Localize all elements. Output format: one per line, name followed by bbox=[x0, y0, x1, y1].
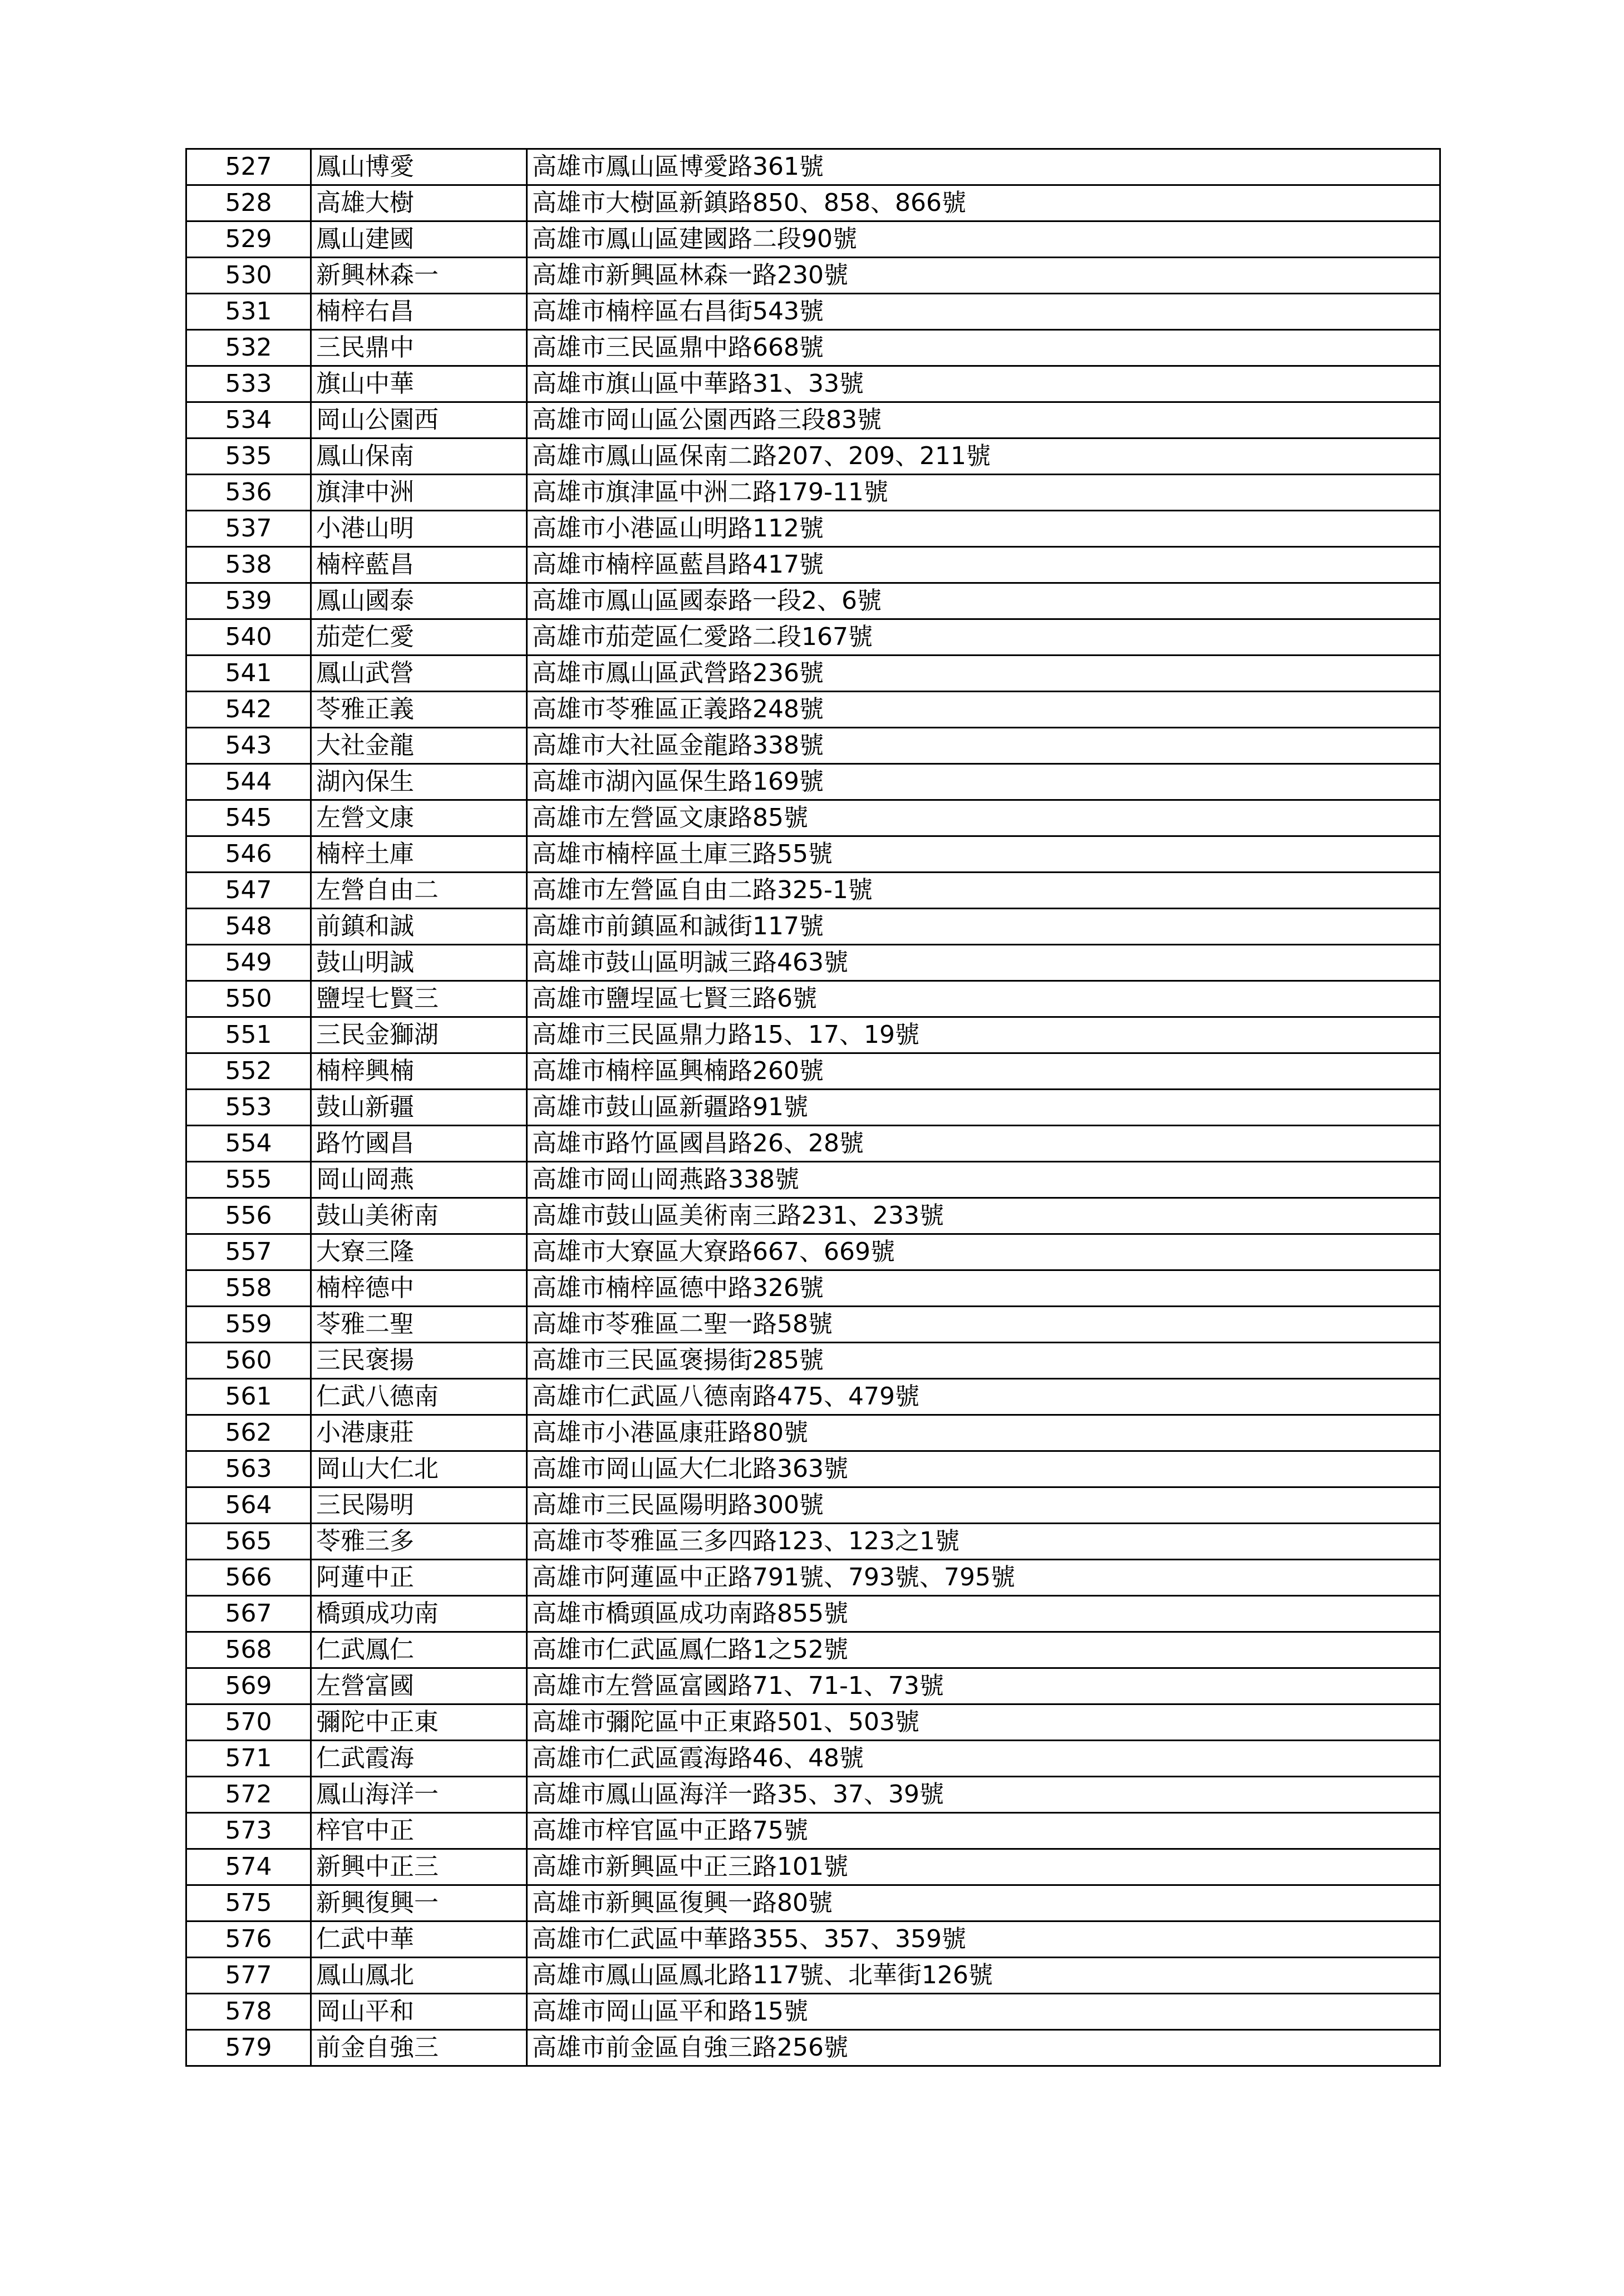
row-number-cell: 530 bbox=[186, 258, 311, 294]
row-number-cell: 533 bbox=[186, 366, 311, 402]
store-address-cell: 高雄市鼓山區新疆路91號 bbox=[527, 1090, 1440, 1126]
row-number-cell: 543 bbox=[186, 728, 311, 764]
store-name-cell: 楠梓興楠 bbox=[311, 1053, 527, 1090]
row-number-cell: 556 bbox=[186, 1198, 311, 1234]
table-row bbox=[186, 728, 1440, 764]
row-number-cell: 554 bbox=[186, 1126, 311, 1162]
row-number-cell: 549 bbox=[186, 945, 311, 981]
store-address-cell: 高雄市阿蓮區中正路791號、793號、795號 bbox=[527, 1560, 1440, 1596]
store-name-cell: 楠梓土庫 bbox=[311, 836, 527, 873]
store-address-cell: 高雄市左營區自由二路325-1號 bbox=[527, 873, 1440, 909]
table-row bbox=[186, 2030, 1440, 2066]
row-number-cell: 559 bbox=[186, 1307, 311, 1343]
table-row bbox=[186, 475, 1440, 511]
store-address-cell: 高雄市楠梓區藍昌路417號 bbox=[527, 547, 1440, 583]
table-row bbox=[186, 764, 1440, 800]
store-name-cell: 苓雅二聖 bbox=[311, 1307, 527, 1343]
store-name-cell: 路竹國昌 bbox=[311, 1126, 527, 1162]
store-address-cell: 高雄市仁武區鳳仁路1之52號 bbox=[527, 1632, 1440, 1668]
store-address-cell: 高雄市旗津區中洲二路179-11號 bbox=[527, 475, 1440, 511]
store-address-cell: 高雄市仁武區中華路355、357、359號 bbox=[527, 1921, 1440, 1958]
store-name-cell: 鳳山海洋一 bbox=[311, 1777, 527, 1813]
row-number-cell: 570 bbox=[186, 1704, 311, 1741]
store-name-cell: 阿蓮中正 bbox=[311, 1560, 527, 1596]
row-number-cell: 575 bbox=[186, 1885, 311, 1921]
row-number-cell: 573 bbox=[186, 1813, 311, 1849]
table-row bbox=[186, 511, 1440, 547]
row-number-cell: 579 bbox=[186, 2030, 311, 2066]
store-name-cell: 湖內保生 bbox=[311, 764, 527, 800]
store-address-cell: 高雄市新興區中正三路101號 bbox=[527, 1849, 1440, 1885]
store-name-cell: 左營自由二 bbox=[311, 873, 527, 909]
table-row bbox=[186, 1053, 1440, 1090]
table-row bbox=[186, 1958, 1440, 1994]
store-name-cell: 梓官中正 bbox=[311, 1813, 527, 1849]
store-name-cell: 鳳山國泰 bbox=[311, 583, 527, 619]
row-number-cell: 551 bbox=[186, 1017, 311, 1053]
store-address-cell: 高雄市鳳山區博愛路361號 bbox=[527, 149, 1440, 185]
table-row bbox=[186, 1596, 1440, 1632]
store-name-cell: 大社金龍 bbox=[311, 728, 527, 764]
row-number-cell: 527 bbox=[186, 149, 311, 185]
store-name-cell: 大寮三隆 bbox=[311, 1234, 527, 1270]
store-address-cell: 高雄市鹽埕區七賢三路6號 bbox=[527, 981, 1440, 1017]
store-address-cell: 高雄市大社區金龍路338號 bbox=[527, 728, 1440, 764]
store-name-cell: 三民鼎中 bbox=[311, 330, 527, 366]
table-row bbox=[186, 583, 1440, 619]
row-number-cell: 552 bbox=[186, 1053, 311, 1090]
row-number-cell: 547 bbox=[186, 873, 311, 909]
store-name-cell: 仁武鳳仁 bbox=[311, 1632, 527, 1668]
table-row bbox=[186, 294, 1440, 330]
store-address-cell: 高雄市鳳山區武營路236號 bbox=[527, 656, 1440, 692]
store-address-cell: 高雄市楠梓區右昌街543號 bbox=[527, 294, 1440, 330]
store-name-cell: 鼓山新疆 bbox=[311, 1090, 527, 1126]
row-number-cell: 561 bbox=[186, 1379, 311, 1415]
store-address-cell: 高雄市岡山區大仁北路363號 bbox=[527, 1451, 1440, 1487]
store-address-cell: 高雄市新興區復興一路80號 bbox=[527, 1885, 1440, 1921]
store-name-cell: 鳳山博愛 bbox=[311, 149, 527, 185]
table-row bbox=[186, 1162, 1440, 1198]
table-row bbox=[186, 1524, 1440, 1560]
row-number-cell: 536 bbox=[186, 475, 311, 511]
store-address-cell: 高雄市仁武區霞海路46、48號 bbox=[527, 1741, 1440, 1777]
store-address-cell: 高雄市三民區鼎中路668號 bbox=[527, 330, 1440, 366]
table-row bbox=[186, 1741, 1440, 1777]
table-row bbox=[186, 1560, 1440, 1596]
store-name-cell: 岡山岡燕 bbox=[311, 1162, 527, 1198]
row-number-cell: 538 bbox=[186, 547, 311, 583]
table-row bbox=[186, 1270, 1440, 1307]
table-row bbox=[186, 1777, 1440, 1813]
store-address-cell: 高雄市仁武區八德南路475、479號 bbox=[527, 1379, 1440, 1415]
store-address-cell: 高雄市路竹區國昌路26、28號 bbox=[527, 1126, 1440, 1162]
store-address-cell: 高雄市三民區鼎力路15、17、19號 bbox=[527, 1017, 1440, 1053]
store-address-cell: 高雄市左營區富國路71、71-1、73號 bbox=[527, 1668, 1440, 1704]
table-row bbox=[186, 1704, 1440, 1741]
store-name-cell: 岡山平和 bbox=[311, 1994, 527, 2030]
row-number-cell: 571 bbox=[186, 1741, 311, 1777]
store-address-cell: 高雄市岡山區公園西路三段83號 bbox=[527, 402, 1440, 438]
store-address-cell: 高雄市鼓山區明誠三路463號 bbox=[527, 945, 1440, 981]
store-name-cell: 新興中正三 bbox=[311, 1849, 527, 1885]
store-name-cell: 左營富國 bbox=[311, 1668, 527, 1704]
table-row bbox=[186, 185, 1440, 221]
table-row bbox=[186, 1343, 1440, 1379]
table-row bbox=[186, 981, 1440, 1017]
store-name-cell: 岡山大仁北 bbox=[311, 1451, 527, 1487]
table-row bbox=[186, 1198, 1440, 1234]
store-name-cell: 高雄大樹 bbox=[311, 185, 527, 221]
row-number-cell: 546 bbox=[186, 836, 311, 873]
store-address-cell: 高雄市大樹區新鎮路850、858、866號 bbox=[527, 185, 1440, 221]
row-number-cell: 557 bbox=[186, 1234, 311, 1270]
store-address-cell: 高雄市左營區文康路85號 bbox=[527, 800, 1440, 836]
table-row bbox=[186, 1668, 1440, 1704]
row-number-cell: 562 bbox=[186, 1415, 311, 1451]
row-number-cell: 537 bbox=[186, 511, 311, 547]
store-name-cell: 鳳山保南 bbox=[311, 438, 527, 475]
store-name-cell: 鳳山建國 bbox=[311, 221, 527, 258]
row-number-cell: 577 bbox=[186, 1958, 311, 1994]
table-row bbox=[186, 1921, 1440, 1958]
store-name-cell: 鼓山明誠 bbox=[311, 945, 527, 981]
row-number-cell: 544 bbox=[186, 764, 311, 800]
row-number-cell: 540 bbox=[186, 619, 311, 656]
store-address-cell: 高雄市湖內區保生路169號 bbox=[527, 764, 1440, 800]
store-address-cell: 高雄市鳳山區海洋一路35、37、39號 bbox=[527, 1777, 1440, 1813]
store-name-cell: 彌陀中正東 bbox=[311, 1704, 527, 1741]
row-number-cell: 553 bbox=[186, 1090, 311, 1126]
store-name-cell: 三民陽明 bbox=[311, 1487, 527, 1524]
store-address-cell: 高雄市大寮區大寮路667、669號 bbox=[527, 1234, 1440, 1270]
store-name-cell: 茄萣仁愛 bbox=[311, 619, 527, 656]
table-row bbox=[186, 1415, 1440, 1451]
row-number-cell: 558 bbox=[186, 1270, 311, 1307]
store-address-cell: 高雄市楠梓區德中路326號 bbox=[527, 1270, 1440, 1307]
table-row bbox=[186, 1487, 1440, 1524]
store-name-cell: 苓雅正義 bbox=[311, 692, 527, 728]
store-name-cell: 三民金獅湖 bbox=[311, 1017, 527, 1053]
row-number-cell: 566 bbox=[186, 1560, 311, 1596]
store-name-cell: 仁武中華 bbox=[311, 1921, 527, 1958]
row-number-cell: 567 bbox=[186, 1596, 311, 1632]
row-number-cell: 550 bbox=[186, 981, 311, 1017]
store-name-cell: 三民褒揚 bbox=[311, 1343, 527, 1379]
store-name-cell: 新興復興一 bbox=[311, 1885, 527, 1921]
store-address-cell: 高雄市三民區陽明路300號 bbox=[527, 1487, 1440, 1524]
store-address-cell: 高雄市前鎮區和誠街117號 bbox=[527, 909, 1440, 945]
row-number-cell: 532 bbox=[186, 330, 311, 366]
table-row bbox=[186, 366, 1440, 402]
store-name-cell: 小港康莊 bbox=[311, 1415, 527, 1451]
store-name-cell: 仁武八德南 bbox=[311, 1379, 527, 1415]
row-number-cell: 563 bbox=[186, 1451, 311, 1487]
store-address-cell: 高雄市茄萣區仁愛路二段167號 bbox=[527, 619, 1440, 656]
store-address-cell: 高雄市鳳山區國泰路一段2、6號 bbox=[527, 583, 1440, 619]
row-number-cell: 565 bbox=[186, 1524, 311, 1560]
table-row bbox=[186, 330, 1440, 366]
store-name-cell: 岡山公園西 bbox=[311, 402, 527, 438]
store-name-cell: 楠梓德中 bbox=[311, 1270, 527, 1307]
table-row bbox=[186, 1994, 1440, 2030]
table-row bbox=[186, 221, 1440, 258]
store-name-cell: 左營文康 bbox=[311, 800, 527, 836]
row-number-cell: 574 bbox=[186, 1849, 311, 1885]
store-address-cell: 高雄市岡山岡燕路338號 bbox=[527, 1162, 1440, 1198]
row-number-cell: 578 bbox=[186, 1994, 311, 2030]
row-number-cell: 568 bbox=[186, 1632, 311, 1668]
table-row bbox=[186, 836, 1440, 873]
row-number-cell: 569 bbox=[186, 1668, 311, 1704]
table-row bbox=[186, 692, 1440, 728]
table-row bbox=[186, 402, 1440, 438]
row-number-cell: 572 bbox=[186, 1777, 311, 1813]
row-number-cell: 539 bbox=[186, 583, 311, 619]
table-row bbox=[186, 547, 1440, 583]
store-name-cell: 旗山中華 bbox=[311, 366, 527, 402]
store-address-cell: 高雄市苓雅區三多四路123、123之1號 bbox=[527, 1524, 1440, 1560]
table-body bbox=[186, 149, 1440, 2066]
store-address-cell: 高雄市新興區林森一路230號 bbox=[527, 258, 1440, 294]
store-address-cell: 高雄市彌陀區中正東路501、503號 bbox=[527, 1704, 1440, 1741]
table-row bbox=[186, 873, 1440, 909]
row-number-cell: 531 bbox=[186, 294, 311, 330]
store-address-cell: 高雄市鼓山區美術南三路231、233號 bbox=[527, 1198, 1440, 1234]
store-name-cell: 旗津中洲 bbox=[311, 475, 527, 511]
store-name-cell: 鳳山鳳北 bbox=[311, 1958, 527, 1994]
store-address-cell: 高雄市梓官區中正路75號 bbox=[527, 1813, 1440, 1849]
store-name-cell: 前鎮和誠 bbox=[311, 909, 527, 945]
table-row bbox=[186, 1126, 1440, 1162]
store-address-cell: 高雄市楠梓區土庫三路55號 bbox=[527, 836, 1440, 873]
table-row bbox=[186, 909, 1440, 945]
store-address-cell: 高雄市小港區康莊路80號 bbox=[527, 1415, 1440, 1451]
table-row bbox=[186, 656, 1440, 692]
row-number-cell: 541 bbox=[186, 656, 311, 692]
store-name-cell: 鹽埕七賢三 bbox=[311, 981, 527, 1017]
store-address-cell: 高雄市鳳山區鳳北路117號、北華街126號 bbox=[527, 1958, 1440, 1994]
store-address-cell: 高雄市三民區褒揚街285號 bbox=[527, 1343, 1440, 1379]
store-name-cell: 鼓山美術南 bbox=[311, 1198, 527, 1234]
store-address-cell: 高雄市苓雅區正義路248號 bbox=[527, 692, 1440, 728]
table-row bbox=[186, 619, 1440, 656]
store-address-cell: 高雄市楠梓區興楠路260號 bbox=[527, 1053, 1440, 1090]
store-name-cell: 楠梓右昌 bbox=[311, 294, 527, 330]
store-name-cell: 小港山明 bbox=[311, 511, 527, 547]
row-number-cell: 576 bbox=[186, 1921, 311, 1958]
table-row bbox=[186, 1307, 1440, 1343]
row-number-cell: 564 bbox=[186, 1487, 311, 1524]
table-row bbox=[186, 438, 1440, 475]
row-number-cell: 548 bbox=[186, 909, 311, 945]
store-name-cell: 橋頭成功南 bbox=[311, 1596, 527, 1632]
store-name-cell: 楠梓藍昌 bbox=[311, 547, 527, 583]
store-address-cell: 高雄市小港區山明路112號 bbox=[527, 511, 1440, 547]
table-row bbox=[186, 1379, 1440, 1415]
store-name-cell: 苓雅三多 bbox=[311, 1524, 527, 1560]
table-row bbox=[186, 1632, 1440, 1668]
table-row bbox=[186, 1090, 1440, 1126]
store-address-table bbox=[185, 148, 1441, 2067]
table-row bbox=[186, 1849, 1440, 1885]
row-number-cell: 545 bbox=[186, 800, 311, 836]
table-row bbox=[186, 1813, 1440, 1849]
store-address-cell: 高雄市岡山區平和路15號 bbox=[527, 1994, 1440, 2030]
table-row bbox=[186, 1451, 1440, 1487]
table-row bbox=[186, 1885, 1440, 1921]
store-address-cell: 高雄市苓雅區二聖一路58號 bbox=[527, 1307, 1440, 1343]
store-address-cell: 高雄市鳳山區保南二路207、209、211號 bbox=[527, 438, 1440, 475]
table-row bbox=[186, 149, 1440, 185]
table-row bbox=[186, 1234, 1440, 1270]
store-address-cell: 高雄市前金區自強三路256號 bbox=[527, 2030, 1440, 2066]
table-row bbox=[186, 258, 1440, 294]
store-address-cell: 高雄市鳳山區建國路二段90號 bbox=[527, 221, 1440, 258]
store-name-cell: 鳳山武營 bbox=[311, 656, 527, 692]
table-row bbox=[186, 945, 1440, 981]
store-name-cell: 前金自強三 bbox=[311, 2030, 527, 2066]
table-row bbox=[186, 800, 1440, 836]
row-number-cell: 534 bbox=[186, 402, 311, 438]
store-name-cell: 新興林森一 bbox=[311, 258, 527, 294]
row-number-cell: 535 bbox=[186, 438, 311, 475]
store-name-cell: 仁武霞海 bbox=[311, 1741, 527, 1777]
table-row bbox=[186, 1017, 1440, 1053]
row-number-cell: 529 bbox=[186, 221, 311, 258]
row-number-cell: 555 bbox=[186, 1162, 311, 1198]
row-number-cell: 542 bbox=[186, 692, 311, 728]
store-address-cell: 高雄市旗山區中華路31、33號 bbox=[527, 366, 1440, 402]
row-number-cell: 560 bbox=[186, 1343, 311, 1379]
store-address-cell: 高雄市橋頭區成功南路855號 bbox=[527, 1596, 1440, 1632]
row-number-cell: 528 bbox=[186, 185, 311, 221]
